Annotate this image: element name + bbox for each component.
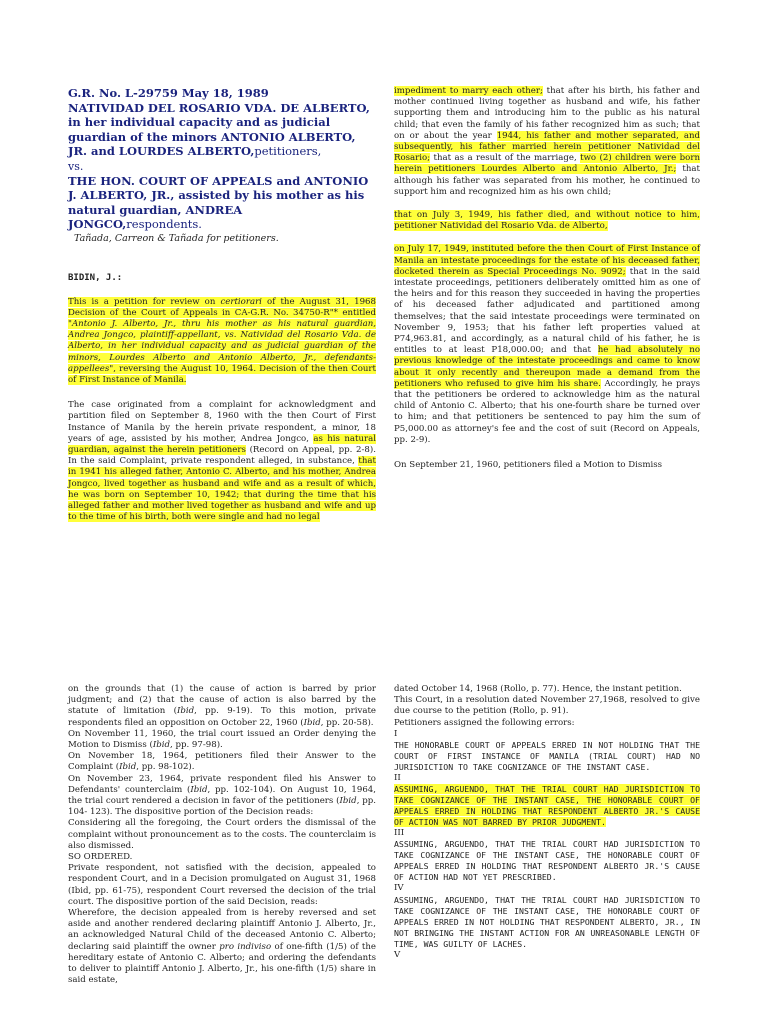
highlighted-text: two (2) children were born herein petitioners Lourdes Alberto and Antonio Alberto, Jr.;	[394, 153, 700, 175]
text-run: Ibid	[176, 706, 195, 717]
counsel-line: Tañada, Carreon & Tañada for petitioners.	[74, 232, 279, 244]
ponente: BIDIN, J.:	[68, 272, 123, 283]
respondent-names: THE HON. COURT OF APPEALS and ANTONIO J. ALBERTO, JR., assisted by his mother as his natural guardian, ANDREA JONGCO,	[68, 173, 369, 231]
petitioners-label: petitioners,	[254, 144, 322, 158]
assigned-error	[394, 740, 700, 773]
text-run: Ibid	[119, 762, 137, 773]
assigned-error-text: ASSUMING, ARGUENDO, THAT THE TRIAL COURT HAD JURISDICTION TO TAKE COGNIZANCE OF THE INSTANT CASE, THE HONORABLE COURT OF APPEALS ERRED IN HOLDING THAT RESPONDENT ALBERTO JR.'S CAUSE OF ACTION HAD NOT YET PRESCRIBED.	[394, 839, 700, 883]
paragraph: This Court, in a resolution dated November 27,1968, resolved to give due course to the petition (Rollo, p. 91).	[394, 695, 700, 717]
text-run: (Record on Appeal, pp. 2-8). In the said Complaint, private respondent alleged, in substance,	[68, 444, 376, 467]
vs-label: vs.	[68, 159, 84, 173]
text-run: , pp. 98-102).	[136, 762, 195, 773]
text-run: Accordingly, he prays that the petitioners be ordered to acknowledge him as the natural child of Antonio C. Alberto; that his one-fourth share be turned over to him; and that petitioners be sentenced to pay him the sum of P5,000.00 as attorney's fee and the cost of suit (Record on Appeals, pp. 2-9).	[394, 378, 700, 445]
text-run: On November 23, 1964, private respondent filed his Answer to Defendants' counterclaim (	[68, 773, 376, 795]
paragraph	[68, 852, 376, 863]
paragraph	[68, 751, 376, 773]
respondents-label: respondents.	[126, 217, 202, 231]
highlighted-text: Antonio J. Alberto, Jr., thru his mother as his natural guardian, Andrea Jongco, plaintiff-appellant, vs. Natividad del Rosario Vda. de Alberto, in her individual capacity and as judicial guardian of the minors, Lourdes Alberto and Antonio Alberto, Jr., defendants-appellees	[68, 318, 376, 374]
highlighted-text: 1944, his father and mother separated, and subsequently, his father married herein petitioner Natividad del Rosario;	[394, 130, 701, 164]
paragraph-petition	[68, 297, 376, 387]
page1-left-column	[68, 86, 376, 523]
error-numeral: III	[394, 828, 405, 839]
petitioner-party	[68, 101, 376, 159]
text-run: On November 11, 1960, the trial court issued an Order denying the Motion to Dismiss (	[68, 728, 376, 751]
page2-right-column	[394, 684, 700, 961]
text-run: Wherefore, the decision appealed from is hereby reversed and set aside and another rendered declaring plaintiff Antonio J. Alberto, Jr., an acknowledged Natural Child of the deceased Antonio C. Alberto; declaring said plaintiff the owner	[68, 908, 376, 952]
error-numeral: I	[394, 728, 398, 739]
text-run: , pp. 102-104). On August 10, 1964, the trial court rendered a decision in favor of the petitioners (	[68, 784, 376, 807]
paragraph-origin	[68, 400, 376, 523]
paragraph	[68, 774, 376, 819]
paragraph	[68, 818, 376, 852]
assigned-error	[394, 784, 700, 828]
highlighted-text: that in 1941 his alleged father, Antonio C. Alberto, and his mother, Andrea Jongco, lived together as husband and wife and as a result of which, he was born on September 10, 1942; that during the time that his alleged father and mother lived together as husband and wife and up to the time of his birth, both were single and had no legal	[68, 456, 376, 523]
text-run: that after his birth, his father and mother continued living together as husband and wife, his father supporting them and introducing him to the public as his natural child; that even the family of his father recognized him as such; that on or about the year	[394, 86, 700, 141]
respondent-party	[68, 174, 376, 232]
highlighted-text: ", reversing the August 10, 1964. Decision of the then Court of First Instance of Manila.	[68, 363, 376, 385]
text-run: SO ORDERED.	[68, 852, 133, 863]
paragraph-allegations	[394, 86, 700, 198]
page2-left-column	[68, 684, 376, 986]
text-run: Ibid	[339, 796, 357, 807]
text-run: of one-fifth (1/5) of the hereditary estate of Antonio C. Alberto; and ordering the defendants to deliver to plaintiff Antonio J. Alberto, Jr., his one-fifth (1/5) share in said estate,	[68, 941, 377, 986]
assigned-error-text: ASSUMING, ARGUENDO, THAT THE TRIAL COURT HAD JURISDICTION TO TAKE COGNIZANCE OF THE INSTANT CASE, THE HONORABLE COURT OF APPEALS ERRED IN NOT HOLDING THAT RESPONDENT ALBERTO, JR., IN NOT BRINGING THE INSTANT ACTION FOR AN UNREASONABLE LENGTH OF TIME, WAS GUILTY OF LACHES.	[394, 894, 700, 949]
paragraph	[68, 729, 376, 751]
assigned-error-text: ASSUMING, ARGUENDO, THAT THE TRIAL COURT HAD JURISDICTION TO TAKE COGNIZANCE OF THE INSTANT CASE, THE HONORABLE COURT OF APPEALS ERRED IN HOLDING THAT RESPONDENT ALBERTO JR.'S CAUSE OF ACTION WAS NOT BARRED BY PRIOR JUDGMENT.	[394, 784, 700, 828]
highlighted-text: on July 17, 1949, instituted before the then Court of First Instance of Manila an intestate proceedings for the estate of his deceased father, docketed therein as Special Proceedings No. 9092;	[394, 244, 700, 277]
highlighted-text: as his natural guardian, against the herein petitioners	[68, 433, 376, 455]
text-run: that as a result of the marriage,	[430, 153, 581, 164]
paragraph	[68, 684, 376, 729]
petitioner-names: NATIVIDAD DEL ROSARIO VDA. DE ALBERTO, in her individual capacity and as judicial guardian of the minors ANTONIO ALBERTO, JR. and LOURDES ALBERTO,	[68, 100, 370, 158]
text-run: Private respondent, not satisfied with the decision, appealed to respondent Court, and in a Decision promulgated on August 31, 1968 (Ibid, pp. 61-75), respondent Court reversed the decision of the trial court. The dispositive portion of the said Decision, reads:	[68, 863, 376, 907]
error-numeral: IV	[394, 883, 404, 894]
highlighted-text: impediment to marry each other;	[394, 86, 543, 96]
text-run: on September 8, 1960 with the then Court of First Instance of Manila by the herein private respondent, a minor, 18 years of age, assisted by his mother, Andrea Jongco,	[68, 411, 376, 444]
text-run: that in the said intestate proceedings, petitioners deliberately omitted him as one of the heirs and for this reason they succeeded in having the properties of his deceased father adjudicated and partitioned among themselves; that the said intestate proceedings were terminated on November 9, 1953; that his father left properties valued at P74,963.81, and accordingly, as a natural child of his father, he is entitles to at least P18,000.00; and that	[394, 266, 700, 356]
highlighted-text: certiorari	[220, 296, 262, 307]
assigned-error	[394, 895, 700, 950]
text-run: On November 18, 1964, petitioners filed their Answer to the Complaint (	[68, 751, 376, 773]
assigned-error-text: THE HONORABLE COURT OF APPEALS ERRED IN NOT HOLDING THAT THE COURT OF FIRST INSTANCE OF MANILA (TRIAL COURT) HAD NO JURISDICTION TO TAKE COGNIZANCE OF THE INSTANT CASE.	[394, 740, 700, 773]
paragraph-father-death	[394, 210, 700, 232]
highlighted-text: of the August 31, 1968 Decision of the Court of Appeals in CA-G.R. No. 34750-R"* entitled "	[68, 296, 376, 329]
paragraph-intestate	[394, 244, 700, 446]
case-number: G.R. No. L-29759 May 18, 1989	[68, 86, 269, 100]
assigned-error	[394, 839, 700, 883]
text-run: Ibid	[152, 740, 170, 751]
highlighted-text: he had absolutely no previous knowledge of the intestate proceedings and came to know about it only recently and thereupon made a demand from the petitioners who refused to give him his share.	[394, 345, 700, 389]
text-run: , pp. 20-58).	[320, 717, 374, 728]
text-run: , pp. 104- 123). The dispositive portion of the Decision reads:	[68, 796, 376, 818]
text-run: Considering all the foregoing, the Court orders the dismissal of the complaint without pronouncement as to the costs. The counterclaim is also dismissed.	[68, 818, 376, 851]
error-numeral: II	[394, 773, 401, 784]
page1-right-column	[394, 86, 700, 471]
highlighted-text: that on July 3, 1949, his father died, and without notice to him, petitioner Natividad del Rosario Vda. de Alberto,	[394, 210, 700, 232]
text-run: Ibid	[303, 717, 321, 728]
text-run: pro indiviso	[219, 941, 272, 952]
paragraph	[68, 908, 376, 986]
paragraph: Petitioners assigned the following errors:	[394, 717, 575, 728]
text-run: , pp. 97-98).	[169, 740, 223, 751]
text-run: Ibid	[190, 784, 208, 795]
error-numeral: V	[394, 949, 401, 960]
text-run: that although his father was separated from his mother, he continued to support him and recognized him as his own child;	[394, 164, 701, 197]
highlighted-text: This is a petition for review on	[68, 296, 221, 307]
text-run: on the grounds that (1) the cause of action is barred by prior judgment; and (2) that the cause of action is also barred by the statute of limitation (	[68, 684, 376, 717]
paragraph: dated October 14, 1968 (Rollo, p. 77). Hence, the instant petition.	[394, 684, 682, 694]
paragraph-motion: On September 21, 1960, petitioners filed a Motion to Dismiss	[394, 460, 663, 471]
text-run: , pp. 9-19). To this motion, private respondents filed an opposition on October 22, 1960 (	[68, 706, 376, 728]
paragraph	[68, 863, 376, 908]
text-run: The case originated from a complaint for acknowledgment and partition filed	[68, 400, 376, 422]
